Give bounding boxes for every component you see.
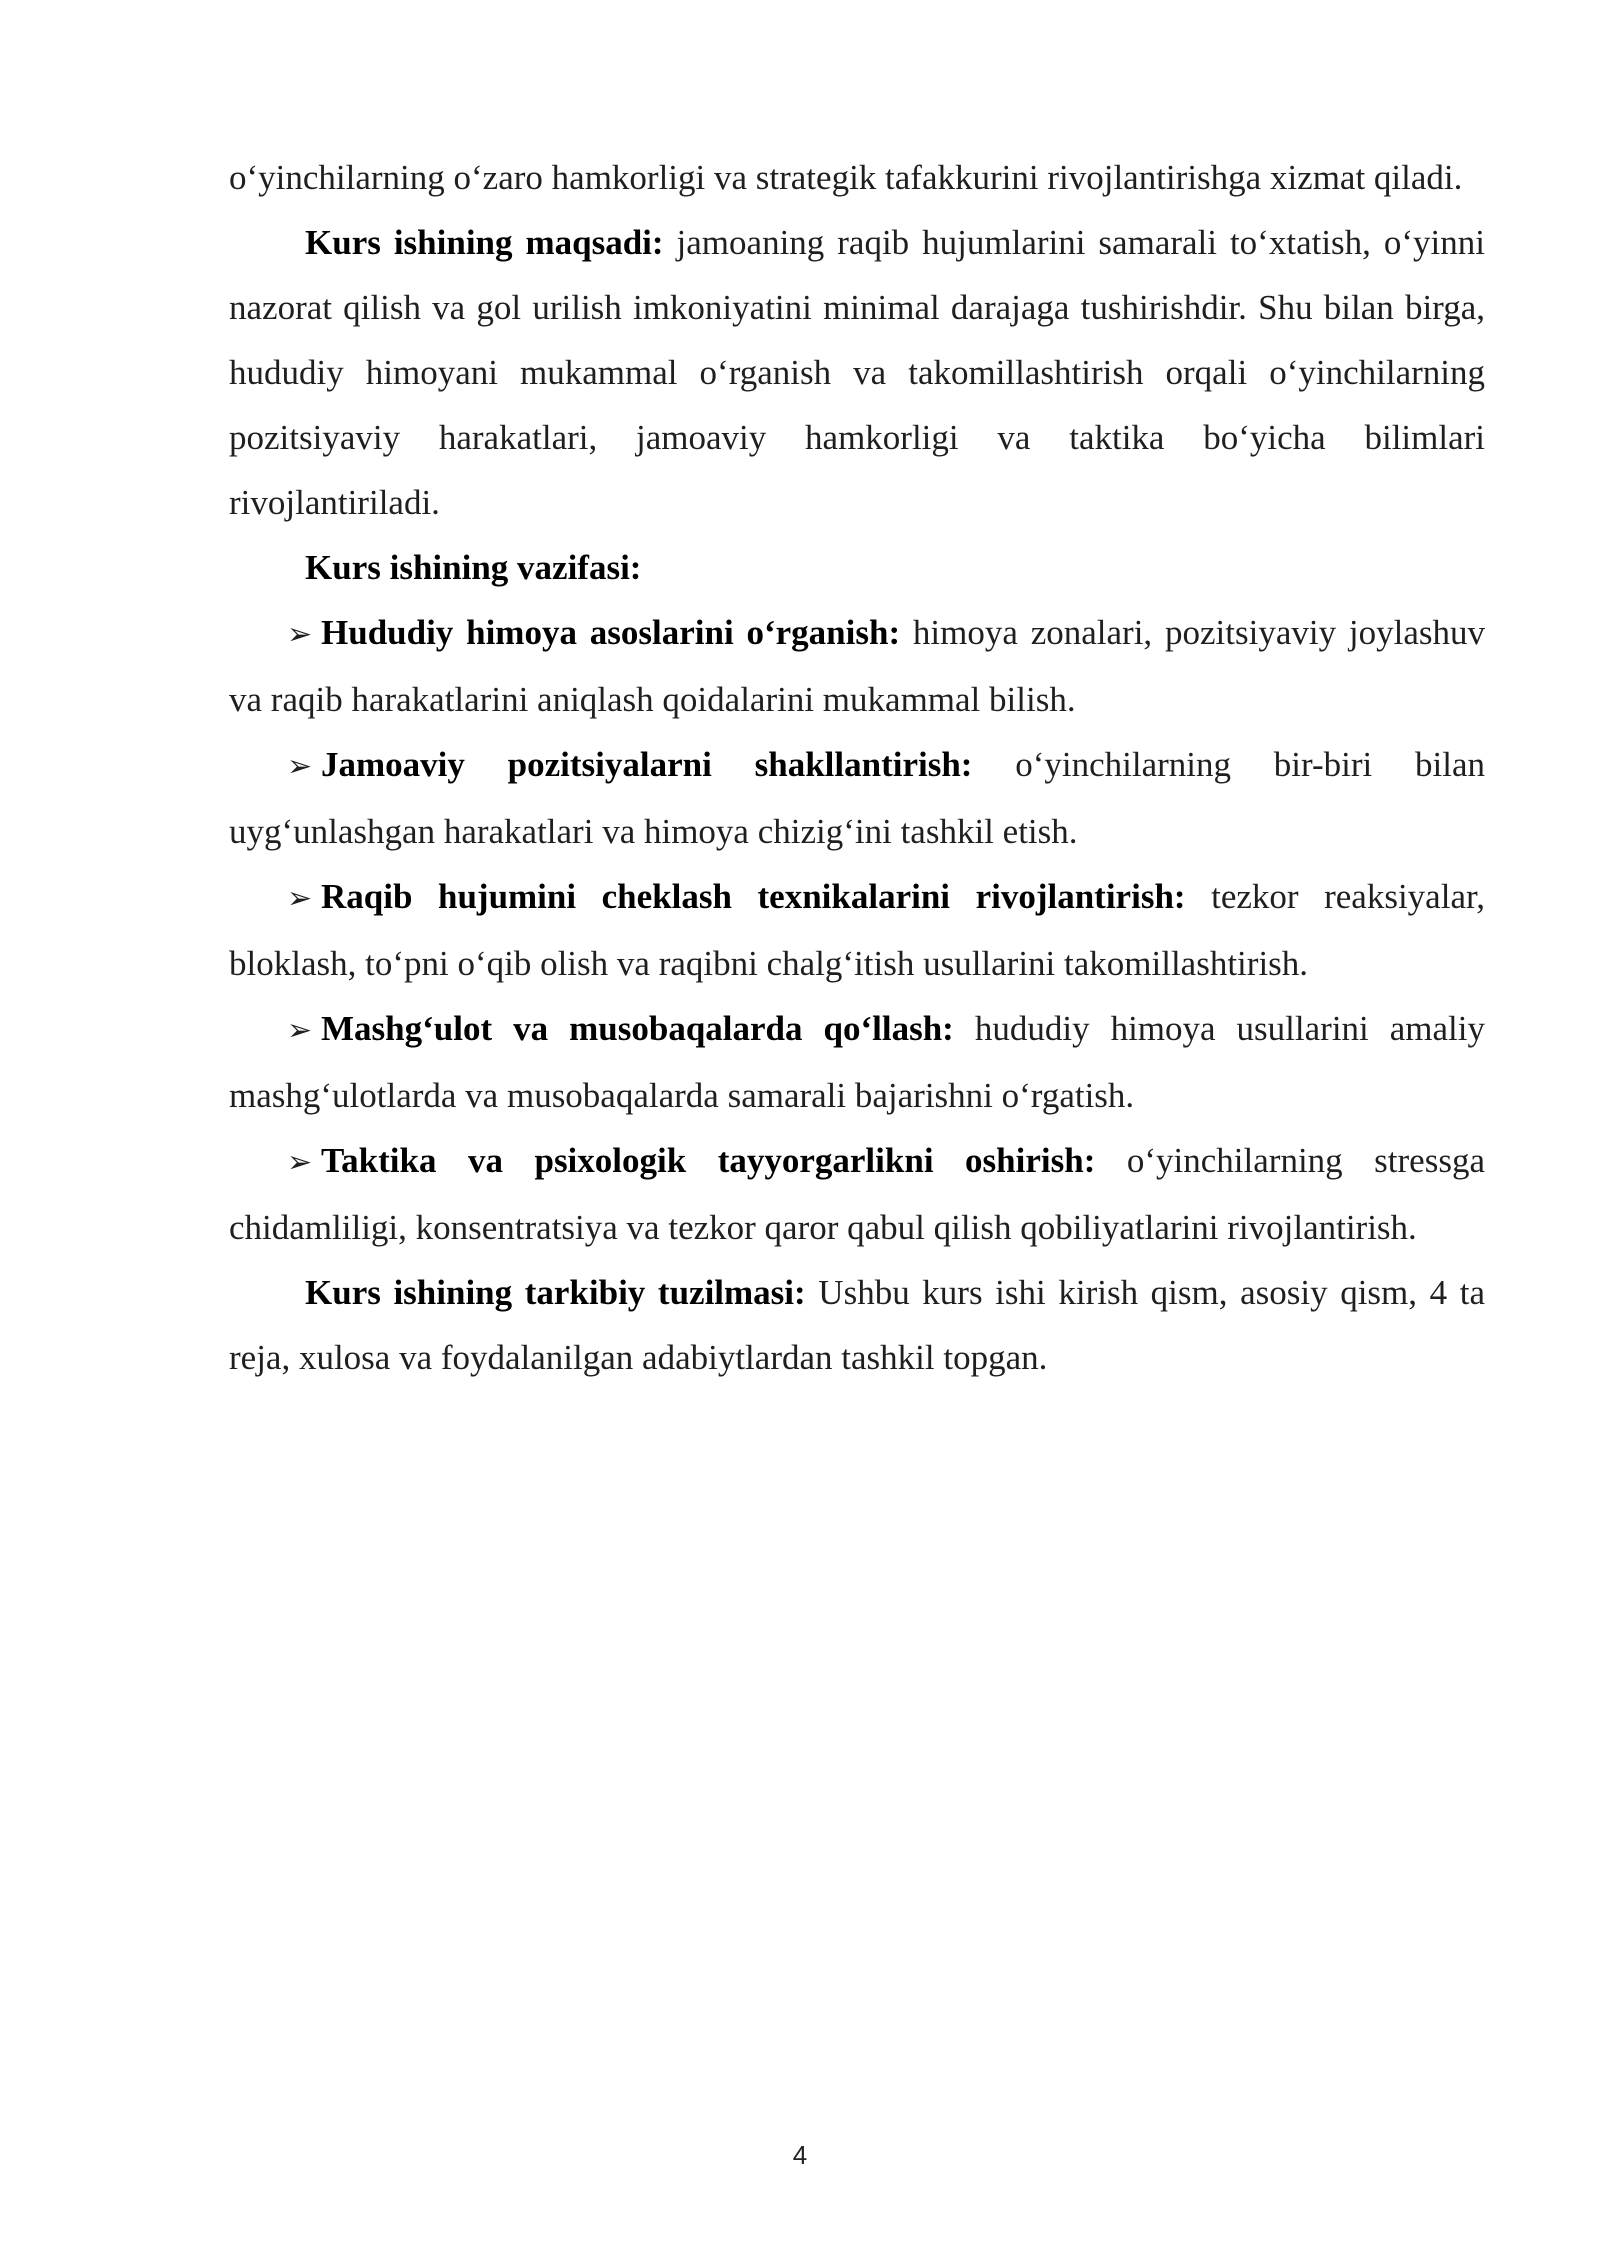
task-item-2: [229, 732, 1485, 864]
intro-text: o‘yinchilarning o‘zaro hamkorligi va strategik tafakkurini rivojlantirishga xizmat qiladi.: [229, 158, 1463, 197]
task-item-5: [229, 1128, 1485, 1260]
arrow-bullet-icon: ➢: [287, 1013, 313, 1048]
arrow-bullet-icon: ➢: [287, 881, 313, 916]
arrow-bullet-icon: ➢: [287, 1145, 313, 1180]
task-label: Jamoaviy pozitsiyalarni shakllantirish:: [321, 745, 973, 784]
tasks-heading-label: Kurs ishining vazifasi:: [305, 548, 642, 587]
structure-text: Ushbu kurs ishi kirish qism, asosiy qism, 4 ta reja, xulosa va foydalanilgan adabiytlardan tashkil topgan.: [229, 1273, 1485, 1377]
task-text: tezkor reaksiyalar, bloklash, to‘pni o‘qib olish va raqibni chalg‘itish usullarini takomillashtirish.: [229, 877, 1485, 983]
task-text: himoya zonalari, pozitsiyaviy joylashuv va raqib harakatlarini aniqlash qoidalarini mukammal bilish.: [229, 613, 1485, 719]
task-label: Hududiy himoya asoslarini o‘rganish:: [321, 613, 901, 652]
arrow-bullet-icon: ➢: [287, 749, 313, 784]
goal-paragraph: [229, 210, 1485, 535]
structure-paragraph: [229, 1260, 1485, 1390]
tasks-heading: [229, 535, 1485, 600]
intro-paragraph: [229, 145, 1485, 210]
goal-label: Kurs ishining maqsadi:: [305, 223, 664, 262]
task-text: o‘yinchilarning stressga chidamliligi, konsentratsiya va tezkor qaror qabul qilish qobiliyatlarini rivojlantirish.: [229, 1141, 1485, 1247]
arrow-bullet-icon: ➢: [287, 617, 313, 652]
document-page: [229, 145, 1485, 1390]
task-item-3: [229, 864, 1485, 996]
goal-text: jamoaning raqib hujumlarini samarali to‘xtatish, o‘yinni nazorat qilish va gol urilish imkoniyatini minimal darajaga tushirishdir. Shu bilan birga, hududiy himoyani mukammal o‘rganish va takomillashtirish orqali o‘yinchilarning pozitsiyaviy harakatlari, jamoaviy hamkorligi va taktika bo‘yicha bilimlari rivojlantiriladi.: [229, 223, 1485, 522]
page-number: 4: [792, 2140, 808, 2170]
task-label: Mashg‘ulot va musobaqalarda qo‘llash:: [321, 1009, 954, 1048]
task-text: o‘yinchilarning bir-biri bilan uyg‘unlashgan harakatlari va himoya chizig‘ini tashkil etish.: [229, 745, 1485, 851]
task-label: Raqib hujumini cheklash texnikalarini rivojlantirish:: [321, 877, 1186, 916]
task-text: hududiy himoya usullarini amaliy mashg‘ulotlarda va musobaqalarda samarali bajarishni o‘rgatish.: [229, 1009, 1486, 1115]
task-item-1: [229, 600, 1485, 732]
structure-label: Kurs ishining tarkibiy tuzilmasi:: [305, 1273, 806, 1312]
task-item-4: [229, 996, 1485, 1128]
task-label: Taktika va psixologik tayyorgarlikni oshirish:: [321, 1141, 1096, 1180]
